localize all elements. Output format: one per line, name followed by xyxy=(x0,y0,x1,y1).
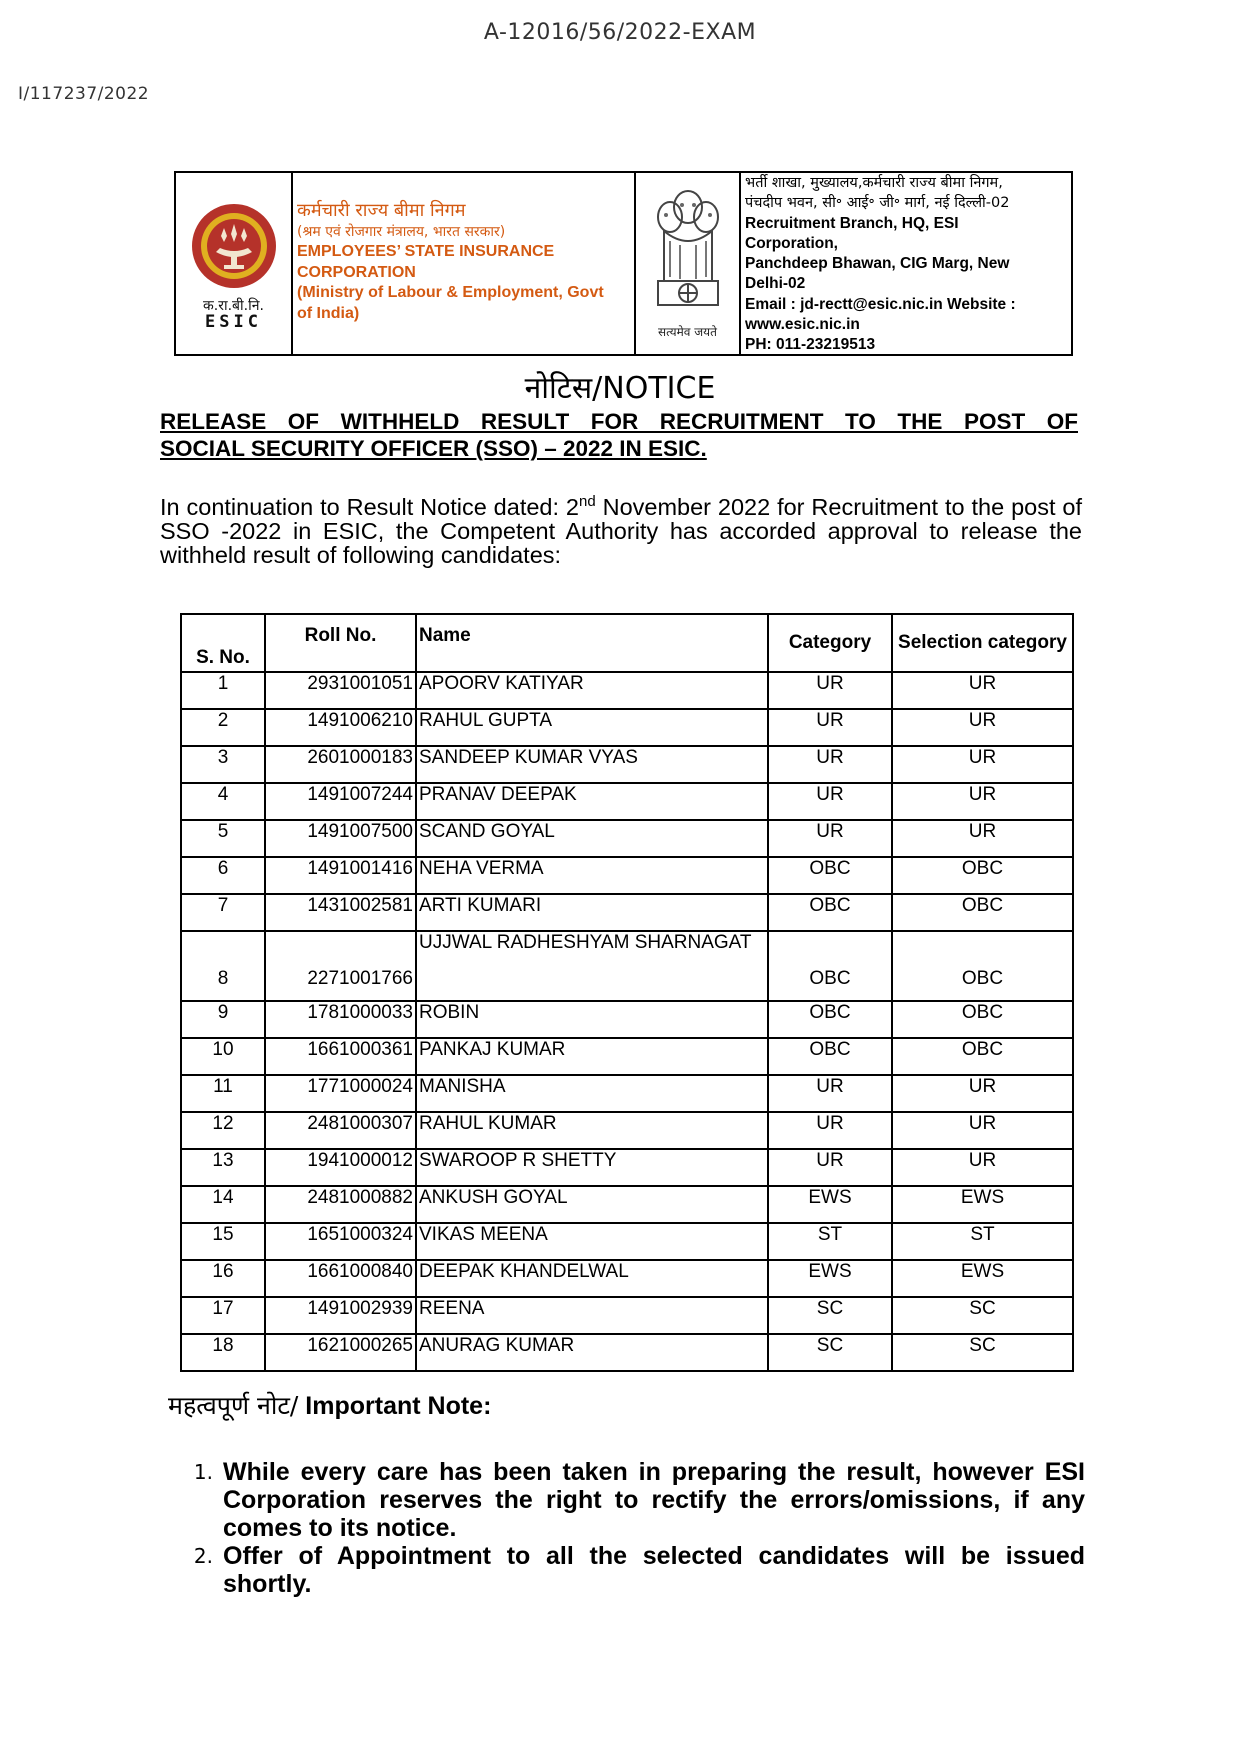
org-name-english-2: CORPORATION xyxy=(297,263,416,281)
cell-category: OBC xyxy=(768,857,892,894)
cell-roll-no: 1661000361 xyxy=(265,1038,416,1075)
cell-name: ANKUSH GOYAL xyxy=(416,1186,768,1223)
cell-sno: 7 xyxy=(181,894,265,931)
cell-selection-category: EWS xyxy=(892,1260,1073,1297)
table-row xyxy=(181,1149,1073,1186)
cell-category: OBC xyxy=(768,1038,892,1075)
cell-category: EWS xyxy=(768,1186,892,1223)
organization-name-cell xyxy=(293,173,636,354)
cell-roll-no: 2931001051 xyxy=(265,672,416,709)
cell-sno: 15 xyxy=(181,1223,265,1260)
cell-roll-no: 1491002939 xyxy=(265,1297,416,1334)
national-emblem-icon xyxy=(650,181,726,321)
cell-sno: 8 xyxy=(181,931,265,1001)
cell-selection-category: SC xyxy=(892,1297,1073,1334)
cell-name: ANURAG KUMAR xyxy=(416,1334,768,1371)
contact-english-3: Panchdeep Bhawan, CIG Marg, New xyxy=(745,255,1010,273)
header-selection-category: Selection category xyxy=(892,614,1073,672)
cell-selection-category: UR xyxy=(892,820,1073,857)
cell-category: ST xyxy=(768,1223,892,1260)
cell-roll-no: 2481000882 xyxy=(265,1186,416,1223)
important-note-heading xyxy=(168,1388,491,1422)
contact-email: Email : jd-rectt@esic.nic.in Website : xyxy=(745,295,1016,313)
cell-roll-no: 1491001416 xyxy=(265,857,416,894)
cell-category: UR xyxy=(768,1149,892,1186)
cell-roll-no: 1781000033 xyxy=(265,1001,416,1038)
table-row xyxy=(181,1260,1073,1297)
cell-roll-no: 1491007500 xyxy=(265,820,416,857)
ministry-hindi: (श्रम एवं रोजगार मंत्रालय, भारत सरकार) xyxy=(297,223,506,240)
cell-name: ARTI KUMARI xyxy=(416,894,768,931)
note-item xyxy=(165,1458,1085,1542)
letterhead xyxy=(174,171,1073,356)
esic-logo-cell xyxy=(176,173,293,354)
cell-roll-no: 1431002581 xyxy=(265,894,416,931)
table-row xyxy=(181,1297,1073,1334)
cell-category: SC xyxy=(768,1297,892,1334)
cell-selection-category: OBC xyxy=(892,1001,1073,1038)
cell-name: NEHA VERMA xyxy=(416,857,768,894)
cell-selection-category: OBC xyxy=(892,857,1073,894)
cell-name: DEEPAK KHANDELWAL xyxy=(416,1260,768,1297)
cell-roll-no: 1491006210 xyxy=(265,709,416,746)
table-row xyxy=(181,1112,1073,1149)
contact-english-1: Recruitment Branch, HQ, ESI xyxy=(745,214,959,232)
cell-selection-category: UR xyxy=(892,1149,1073,1186)
cell-selection-category: UR xyxy=(892,709,1073,746)
cell-name: RAHUL GUPTA xyxy=(416,709,768,746)
cell-name: SANDEEP KUMAR VYAS xyxy=(416,746,768,783)
org-name-hindi: कर्मचारी राज्य बीमा निगम xyxy=(297,200,466,221)
cell-category: UR xyxy=(768,672,892,709)
cell-category: EWS xyxy=(768,1260,892,1297)
note-text: While every care has been taken in preparing the result, however ESI Corporation reserves the right to rectify the errors/omissions, if any comes to its notice. xyxy=(223,1458,1085,1542)
cell-sno: 3 xyxy=(181,746,265,783)
esic-logo-icon xyxy=(190,198,278,294)
cell-roll-no: 1771000024 xyxy=(265,1075,416,1112)
contact-english-2: Corporation, xyxy=(745,234,838,252)
table-row xyxy=(181,1223,1073,1260)
cell-name: REENA xyxy=(416,1297,768,1334)
note-heading-english: Important Note: xyxy=(298,1392,492,1420)
cell-sno: 1 xyxy=(181,672,265,709)
cell-roll-no: 1941000012 xyxy=(265,1149,416,1186)
cell-selection-category: UR xyxy=(892,783,1073,820)
header-roll-no: Roll No. xyxy=(265,614,416,672)
org-name-english-1: EMPLOYEES’ STATE INSURANCE xyxy=(297,243,555,260)
cell-name: ROBIN xyxy=(416,1001,768,1038)
table-row xyxy=(181,709,1073,746)
logo-hindi-abbr: क.रा.बी.नि. xyxy=(203,297,264,314)
cell-name: APOORV KATIYAR xyxy=(416,672,768,709)
table-row xyxy=(181,783,1073,820)
contact-hindi-1: भर्ती शाखा, मुख्यालय,कर्मचारी राज्य बीमा निगम, xyxy=(745,175,1003,191)
note-number: 2. xyxy=(193,1544,213,1568)
cell-roll-no: 2271001766 xyxy=(265,931,416,1001)
table-row xyxy=(181,1075,1073,1112)
header-category: Category xyxy=(768,614,892,672)
table-row xyxy=(181,1038,1073,1075)
table-row xyxy=(181,857,1073,894)
cell-selection-category: UR xyxy=(892,1075,1073,1112)
table-row xyxy=(181,820,1073,857)
cell-name: VIKAS MEENA xyxy=(416,1223,768,1260)
table-body xyxy=(181,672,1073,1371)
cell-roll-no: 1621000265 xyxy=(265,1334,416,1371)
table-row xyxy=(181,1334,1073,1371)
cell-selection-category: UR xyxy=(892,746,1073,783)
cell-name: SCAND GOYAL xyxy=(416,820,768,857)
table-row xyxy=(181,672,1073,709)
cell-sno: 9 xyxy=(181,1001,265,1038)
intro-text-1: In continuation to Result Notice dated: 2 xyxy=(160,493,579,520)
header-name: Name xyxy=(416,614,768,672)
contact-details-cell xyxy=(741,173,1071,354)
national-emblem-cell xyxy=(636,173,741,354)
cell-roll-no: 2601000183 xyxy=(265,746,416,783)
cell-category: UR xyxy=(768,783,892,820)
cell-category: UR xyxy=(768,820,892,857)
document-reference: I/117237/2022 xyxy=(18,84,150,104)
cell-name: SWAROOP R SHETTY xyxy=(416,1149,768,1186)
cell-selection-category: SC xyxy=(892,1334,1073,1371)
cell-category: UR xyxy=(768,746,892,783)
notice-heading: नोटिस/NOTICE xyxy=(524,371,716,406)
contact-english-4: Delhi-02 xyxy=(745,275,806,293)
cell-sno: 4 xyxy=(181,783,265,820)
table-header-row xyxy=(181,614,1073,672)
cell-name: UJJWAL RADHESHYAM SHARNAGAT xyxy=(416,931,768,1001)
cell-name: MANISHA xyxy=(416,1075,768,1112)
cell-category: SC xyxy=(768,1334,892,1371)
logo-abbr: ESIC xyxy=(205,311,262,332)
cell-name: PRANAV DEEPAK xyxy=(416,783,768,820)
cell-roll-no: 1661000840 xyxy=(265,1260,416,1297)
file-reference: A-12016/56/2022-EXAM xyxy=(483,20,757,45)
cell-category: OBC xyxy=(768,931,892,1001)
note-heading-hindi: महत्वपूर्ण नोट/ xyxy=(168,1391,299,1420)
cell-category: OBC xyxy=(768,894,892,931)
contact-website: www.esic.nic.in xyxy=(745,316,860,334)
table-row xyxy=(181,931,1073,1001)
cell-selection-category: OBC xyxy=(892,931,1073,1001)
table-row xyxy=(181,894,1073,931)
cell-sno: 18 xyxy=(181,1334,265,1371)
cell-selection-category: OBC xyxy=(892,1038,1073,1075)
cell-category: UR xyxy=(768,1075,892,1112)
cell-sno: 5 xyxy=(181,820,265,857)
note-number: 1. xyxy=(193,1460,213,1484)
cell-sno: 17 xyxy=(181,1297,265,1334)
cell-sno: 13 xyxy=(181,1149,265,1186)
ministry-english-1: (Ministry of Labour & Employment, Govt xyxy=(297,284,604,301)
cell-sno: 14 xyxy=(181,1186,265,1223)
table-row xyxy=(181,1001,1073,1038)
cell-selection-category: EWS xyxy=(892,1186,1073,1223)
intro-text-2: November 2022 for Recruitment to the post of SSO -2022 in ESIC, the Competent Authority has accorded approval to release the withheld result of following candidates: xyxy=(160,493,1082,568)
cell-sno: 16 xyxy=(181,1260,265,1297)
emblem-motto: सत्यमेव जयते xyxy=(658,325,717,339)
notice-title-line-2: SOCIAL SECURITY OFFICER (SSO) – 2022 IN ESIC. xyxy=(160,436,707,461)
notice-title-line-1: RELEASE OF WITHHELD RESULT FOR RECRUITMENT TO THE POST OF xyxy=(160,409,1078,434)
cell-name: PANKAJ KUMAR xyxy=(416,1038,768,1075)
cell-roll-no: 2481000307 xyxy=(265,1112,416,1149)
contact-phone: PH: 011-23219513 xyxy=(745,336,876,354)
cell-selection-category: UR xyxy=(892,1112,1073,1149)
cell-selection-category: UR xyxy=(892,672,1073,709)
ministry-english-2: of India) xyxy=(297,304,360,322)
cell-sno: 12 xyxy=(181,1112,265,1149)
cell-roll-no: 1491007244 xyxy=(265,783,416,820)
table-row xyxy=(181,1186,1073,1223)
notice-title xyxy=(160,408,1078,462)
cell-category: OBC xyxy=(768,1001,892,1038)
cell-category: UR xyxy=(768,1112,892,1149)
cell-sno: 11 xyxy=(181,1075,265,1112)
intro-superscript: nd xyxy=(579,493,596,510)
table-row xyxy=(181,746,1073,783)
cell-roll-no: 1651000324 xyxy=(265,1223,416,1260)
cell-sno: 10 xyxy=(181,1038,265,1075)
notes-list xyxy=(165,1458,1085,1598)
contact-hindi-2: पंचदीप भवन, सी॰ आई॰ जी॰ मार्ग, नई दिल्ली-02 xyxy=(745,195,1010,212)
cell-selection-category: OBC xyxy=(892,894,1073,931)
cell-sno: 2 xyxy=(181,709,265,746)
cell-category: UR xyxy=(768,709,892,746)
intro-paragraph xyxy=(160,490,1082,567)
cell-sno: 6 xyxy=(181,857,265,894)
header-sno: S. No. xyxy=(181,614,265,672)
note-item xyxy=(165,1542,1085,1598)
results-table xyxy=(180,613,1074,1372)
cell-selection-category: ST xyxy=(892,1223,1073,1260)
cell-name: RAHUL KUMAR xyxy=(416,1112,768,1149)
note-text: Offer of Appointment to all the selected candidates will be issued shortly. xyxy=(223,1542,1085,1598)
